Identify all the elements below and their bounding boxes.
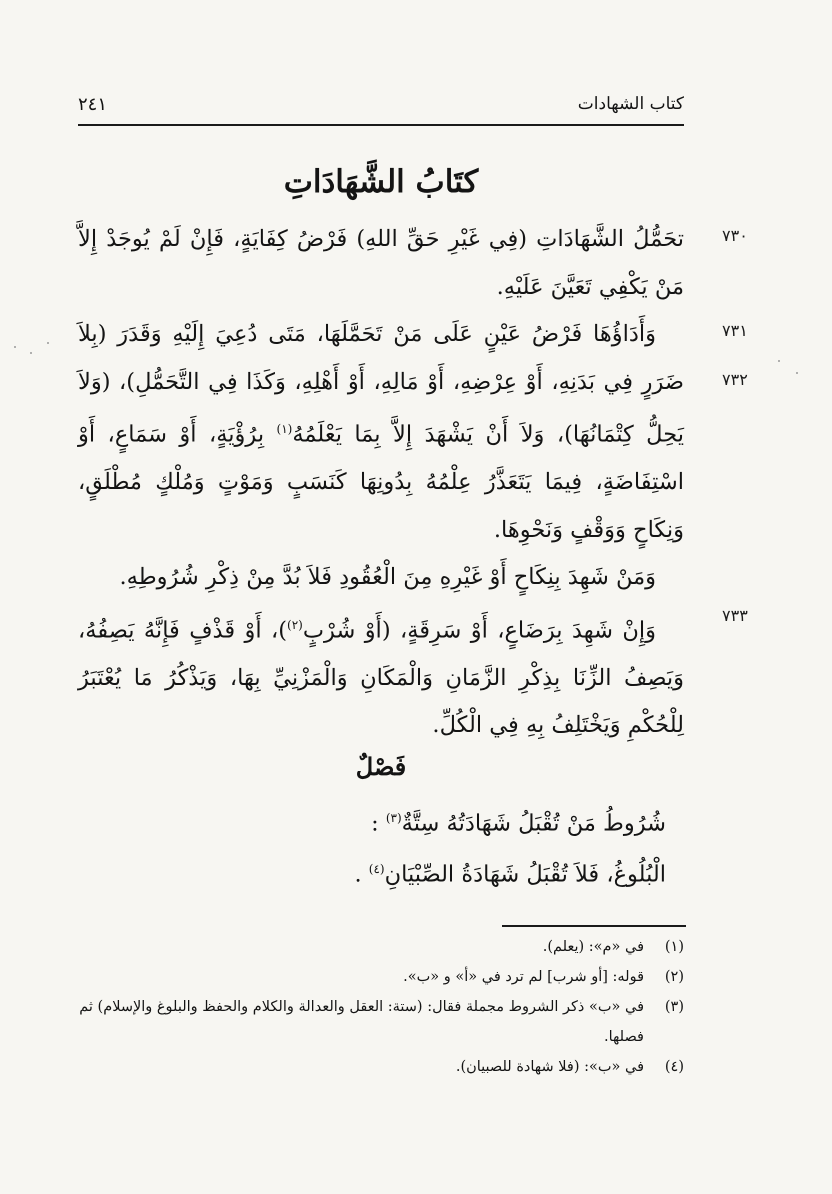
footnotes bbox=[78, 932, 684, 1082]
footnote-number: (١) bbox=[664, 939, 684, 955]
scan-speckle bbox=[796, 372, 798, 374]
section-line-2-period: . bbox=[354, 861, 369, 887]
paragraph-731-text-b: بِرُؤْيَةٍ، أَوْ سَمَاعٍ، أَوْ اسْتِفَاضَةٍ، فِيمَا يَتَعَذَّرُ عِلْمُهُ بِدُونِهَا كَنَسَبٍ وَمَوْتٍ وَمُلْكٍ مُطْلَقٍ، وَنِكَاحٍ وَوَقْفٍ وَنَحْوِهَا. bbox=[78, 421, 684, 543]
footnote-text: قوله: [أو شرب] لم ترد في «أ» و «ب». bbox=[403, 969, 644, 985]
section-line-1 bbox=[180, 796, 666, 847]
margin-number-732: ٧٣٢ bbox=[722, 370, 748, 389]
footnote-number: (٣) bbox=[664, 999, 684, 1015]
header-rule bbox=[78, 124, 684, 126]
paragraph-733-text-a: وَإِنْ شَهِدَ بِرَضَاعٍ، أَوْ سَرِقَةٍ، (أَوْ شُرْبٍ bbox=[302, 617, 656, 643]
footnote-text: في «ب»: (فلا شهادة للصبيان). bbox=[455, 1059, 644, 1075]
footnote-2 bbox=[78, 962, 684, 992]
chapter-title: كتَابُ الشَّهَادَاتِ bbox=[283, 164, 479, 200]
scan-speckle bbox=[778, 360, 780, 362]
paragraph-730: تحَمُّلُ الشَّهَادَاتِ (فِي غَيْرِ حَقِّ اللهِ) فَرْضُ كِفَايَةٍ، فَإِنْ لَمْ يُوجَدْ إِلاَّ مَنْ يَكْفِي تَعَيَّنَ عَلَيْهِ. bbox=[78, 226, 684, 300]
footnote-text: في «م»: (يعلم). bbox=[542, 939, 644, 955]
footnote-ref-1: (١) bbox=[276, 422, 293, 436]
footnote-text: في «ب» ذكر الشروط مجملة فقال: (ستة: العقل والعدالة والكلام والحفظ والبلوغ والإسلام) ثم فصلها. bbox=[79, 999, 644, 1045]
section-line-2-text: الْبُلُوغُ، فَلاَ تُقْبَلُ شَهَادَةُ الصِّبْيَانِ bbox=[384, 861, 666, 887]
margin-number-733: ٧٣٣ bbox=[722, 606, 748, 625]
footnote-ref-4: (٤) bbox=[368, 861, 385, 876]
running-header bbox=[78, 92, 684, 126]
footnote-ref-3: (٣) bbox=[385, 811, 402, 825]
paragraph-732: وَمَنْ شَهِدَ بِنِكَاحٍ أَوْ غَيْرِهِ مِنَ الْعُقُودِ فَلاَ بُدَّ مِنْ ذِكْرِ شُرُوطِهِ. bbox=[119, 564, 656, 590]
section-heading: فَصْلٌ bbox=[355, 752, 407, 781]
section-line-1-colon: : bbox=[371, 810, 386, 837]
footnote-number: (٢) bbox=[664, 969, 684, 985]
section-line-2 bbox=[180, 847, 666, 898]
margin-number-731: ٧٣١ bbox=[722, 321, 748, 340]
margin-number-730: ٧٣٠ bbox=[722, 226, 748, 245]
footnote-4 bbox=[78, 1052, 684, 1082]
paragraph-733-text-b: )، أَوْ قَذْفٍ فَإِنَّهُ يَصِفُهُ، وَيَصِفُ الزِّنَا بِذِكْرِ الزَّمَانِ وَالْمَكَانِ وَالْمَزْنِيِّ بِهَا، وَيَذْكُرُ مَا يُعْتَبَرُ لِلْحُكْمِ وَيَخْتَلِفُ بِهِ فِي الْكُلِّ. bbox=[78, 617, 684, 738]
scan-speckle bbox=[14, 346, 16, 348]
footnote-rule bbox=[502, 925, 686, 927]
footnote-3 bbox=[78, 992, 684, 1052]
page-number: ٢٤١ bbox=[78, 94, 108, 115]
main-text bbox=[78, 216, 684, 750]
running-title: كتاب الشهادات bbox=[577, 94, 684, 114]
footnote-1 bbox=[78, 932, 684, 962]
paragraph-733 bbox=[78, 602, 684, 750]
section-text bbox=[180, 796, 666, 897]
paragraph-731 bbox=[78, 311, 684, 554]
section-line-1-text: شُرُوطُ مَنْ تُقْبَلُ شَهَادَتُهُ سِتَّةٌ bbox=[401, 810, 666, 837]
scan-speckle bbox=[47, 342, 49, 344]
footnote-ref-2: (٢) bbox=[287, 617, 303, 632]
scan-speckle bbox=[30, 352, 32, 354]
footnote-number: (٤) bbox=[664, 1059, 684, 1075]
paragraph-731-text-a: وَأَدَاؤُهَا فَرْضُ عَيْنٍ عَلَى مَنْ تَحَمَّلَهَا، مَتَى دُعِيَ إِلَيْهِ وَقَدَرَ (بِلاَ ضَرَرٍ فِي بَدَنِهِ، أَوْ عِرْضِهِ، أَوْ مَالِهِ، أَوْ أَهْلِهِ، وَكَذَا فِي التَّحَمُّلِ)، (وَلاَ يَحِلُّ كِتْمَانُهَا)، وَلاَ أَنْ يَشْهَدَ إِلاَّ بِمَا يَعْلَمُهُ bbox=[78, 321, 684, 448]
